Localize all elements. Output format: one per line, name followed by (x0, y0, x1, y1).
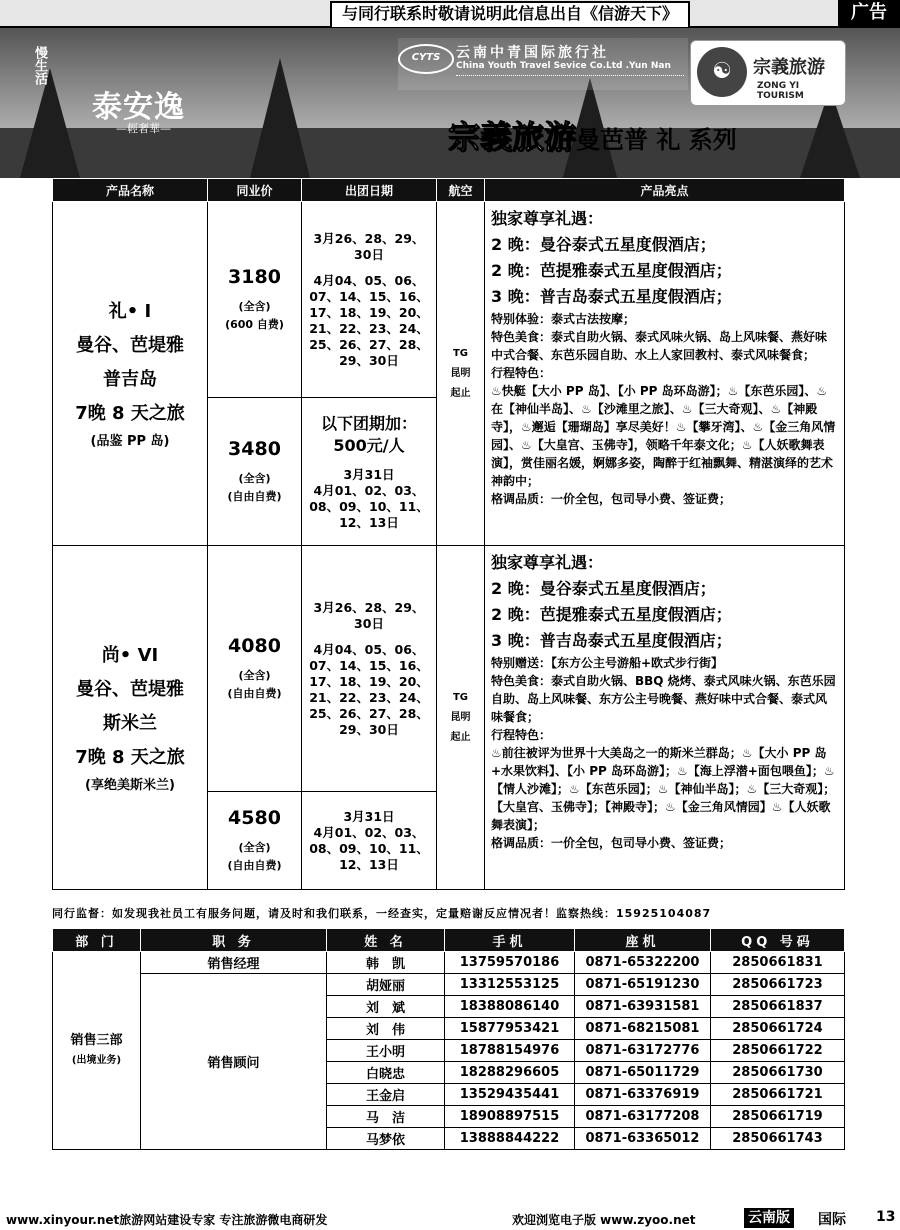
product-name-line: 斯米兰 (103, 712, 157, 734)
price-cell (208, 792, 302, 890)
staff-phone: 0871-63172776 (575, 1040, 711, 1062)
supervision-notice: 同行监督：如发现我社员工有服务问题，请及时和我们联系，一经查实，定量赔谢反应情况者！监察热线：15925104087 (52, 907, 712, 920)
highlight-food: 特色美食：泰式自助火锅、泰式风味火锅、岛上风味餐、燕好味中式合餐、东芭乐园自助、水上人家回教村、泰式风味餐食； (491, 330, 828, 362)
price-note: (全含) (238, 299, 271, 313)
staff-name: 马 洁 (327, 1106, 445, 1128)
product-row (53, 546, 845, 792)
highlight-itin: ♨前往被评为世界十大美岛之一的斯米兰群岛；♨【大小 PP 岛+水果饮料】、【小 PP 岛环岛游】；♨【海上浮潜+面包喂鱼】；♨【情人沙滩】；♨【东芭乐园】；♨【神仙半岛】；♨【三大奇观】；【大皇宫、玉佛寺】；【神殿寺】；♨【金三角风情园】♨【人妖歌舞表演】； (491, 746, 836, 832)
section-label: 国际 (818, 1212, 846, 1228)
product-name-line: 曼谷、芭堤雅 (76, 334, 184, 356)
price-note: (600 自费) (225, 317, 284, 331)
airline-note: 起止 (450, 731, 471, 743)
dates-cell (302, 792, 437, 890)
dates-text: 3月26、28、29、30日 (313, 599, 425, 631)
price-note: (全含) (238, 840, 271, 854)
dates-text: 3月31日 (343, 466, 395, 482)
top-bar (0, 0, 900, 28)
dates-cell (302, 398, 437, 546)
staff-phone: 0871-65191230 (575, 974, 711, 996)
col-price: 同业价 (208, 179, 302, 202)
staff-name: 王小明 (327, 1040, 445, 1062)
staff-mobile: 18388086140 (445, 996, 575, 1018)
staff-mobile: 18788154976 (445, 1040, 575, 1062)
dates-text: 3月26、28、29、30日 (313, 230, 425, 262)
col-department: 部 门 (53, 929, 141, 952)
col-name: 姓 名 (327, 929, 445, 952)
highlight-title: 独家尊享礼遇： (491, 209, 604, 228)
col-highlights: 产品亮点 (485, 179, 845, 202)
col-mobile: 手机 (445, 929, 575, 952)
dates-text: 4月04、05、06、07、14、15、16、17、18、19、20、21、22、23、24、25、26、27、28、29、30日 (309, 641, 429, 737)
staff-name: 王金启 (327, 1084, 445, 1106)
product-table-header (53, 179, 845, 202)
staff-phone: 0871-63931581 (575, 996, 711, 1018)
highlight-food: 特色美食：泰式自助火锅、BBQ 烧烤、泰式风味火锅、东芭乐园自助、岛上风味餐、东方公主号晚餐、燕好味中式合餐、泰式风味餐食； (491, 674, 836, 724)
footer-right-text: 欢迎浏览电子版 www.zyoo.net (512, 1213, 696, 1227)
airline-cell (437, 202, 485, 546)
series-title (448, 112, 868, 160)
price-note: (自由自费) (227, 489, 282, 503)
cyts-logo (398, 38, 688, 90)
product-name-line: 普吉岛 (103, 368, 157, 390)
dates-text: 4月01、02、03、08、09、10、11、12、13日 (309, 482, 429, 530)
highlight-special: 特别赠送：【东方公主号游船+欧式步行街】 (491, 656, 724, 670)
staff-phone: 0871-65322200 (575, 952, 711, 974)
product-name-line: 尚• VI (101, 644, 159, 666)
price-note: (全含) (238, 471, 271, 485)
logo-slow-life: 慢生活 (32, 46, 47, 85)
product-tag: (享绝美斯米兰) (85, 777, 175, 793)
airline-city: 昆明 (450, 367, 471, 379)
staff-name: 马梦依 (327, 1128, 445, 1150)
price-value: 4080 (228, 634, 281, 657)
highlight-title: 独家尊享礼遇： (491, 553, 604, 572)
series-name: 曼芭普 礼 系列 (576, 126, 737, 154)
position-cell: 销售经理 (141, 952, 327, 974)
col-dates: 出团日期 (302, 179, 437, 202)
highlight-itin-title: 行程特色： (491, 366, 552, 380)
dates-cell (302, 202, 437, 398)
zongyi-name: 宗義旅游 (753, 57, 825, 78)
zongyi-logo (690, 40, 846, 106)
staff-name: 韩 凯 (327, 952, 445, 974)
price-note: (全含) (238, 668, 271, 682)
airline-cell (437, 546, 485, 890)
cyts-name-en: China Youth Travel Sevice Co.Ltd .Yun Nan (456, 61, 671, 71)
price-value: 3480 (228, 437, 281, 460)
staff-qq: 2850661722 (711, 1040, 845, 1062)
surcharge-note: 以下团期加：500元/人 (320, 413, 417, 455)
staff-qq: 2850661743 (711, 1128, 845, 1150)
product-table (52, 178, 845, 890)
staff-mobile: 13529435441 (445, 1084, 575, 1106)
staff-mobile: 15877953421 (445, 1018, 575, 1040)
highlight-hotel: 2 晚：曼谷泰式五星度假酒店； (491, 579, 716, 598)
department-note: (出境业务) (71, 1054, 122, 1066)
staff-qq: 2850661724 (711, 1018, 845, 1040)
department-name: 销售三部 (70, 1032, 123, 1048)
highlight-quality: 格调品质：一价全包，包司导小费、签证费； (491, 492, 732, 506)
staff-qq: 2850661837 (711, 996, 845, 1018)
taianyi-logo (30, 40, 200, 135)
col-qq: QQ 号码 (711, 929, 845, 952)
product-name-line: 7晚 8 天之旅 (75, 746, 185, 768)
airline-city: 昆明 (450, 711, 471, 723)
staff-qq: 2850661723 (711, 974, 845, 996)
dates-text: 4月04、05、06、07、14、15、16、17、18、19、20、21、22、23、24、25、26、27、28、29、30日 (309, 272, 429, 368)
logo-brand: 泰安逸 (92, 90, 185, 125)
temple-spire-2 (250, 58, 310, 178)
table-row (53, 952, 845, 974)
price-note: (自由自费) (227, 858, 282, 872)
airline-note: 起止 (450, 387, 471, 399)
product-name-line: 7晚 8 天之旅 (75, 402, 185, 424)
airline-code: TG (452, 347, 469, 359)
table-row (53, 974, 845, 996)
position-cell: 销售顾问 (141, 974, 327, 1150)
highlight-quality: 格调品质：一价全包，包司导小费、签证费； (491, 836, 732, 850)
product-tag: (品鉴 PP 岛) (90, 433, 170, 449)
highlight-itin: ♨快艇【大小 PP 岛】、【小 PP 岛环岛游】；♨【东芭乐园】、♨在【神仙半岛】、♨【沙滩里之旅】、♨【三大奇观】、♨【神殿寺】，♨邂逅【珊瑚岛】享尽美好！♨【攀牙湾】、♨【金三角风情园】、♨【大皇宫、玉佛寺】，领略千年泰文化；♨【人妖歌舞表演】，赏佳丽名媛，婀娜多姿，陶醉于红袖飘舞、精湛演绎的艺术神韵中； (491, 384, 836, 488)
staff-name: 刘 斌 (327, 996, 445, 1018)
zongyi-name-en: ZONG YI TOURISM (757, 81, 804, 101)
staff-name: 刘 伟 (327, 1018, 445, 1040)
region-badge: 云南版 (744, 1208, 794, 1228)
cyts-name-cn: 云南中青国际旅行社 (456, 45, 609, 61)
header-banner (0, 28, 900, 178)
cyts-mark: CYTS (398, 44, 454, 74)
price-note: (自由自费) (227, 686, 282, 700)
staff-mobile: 18288296605 (445, 1062, 575, 1084)
col-airline: 航空 (437, 179, 485, 202)
department-cell (53, 952, 141, 1150)
product-name-cell (53, 546, 208, 890)
staff-mobile: 13759570186 (445, 952, 575, 974)
product-name-cell (53, 202, 208, 546)
staff-name: 白晓忠 (327, 1062, 445, 1084)
cyts-contact-line (456, 75, 684, 79)
highlight-itin-title: 行程特色： (491, 728, 552, 742)
highlight-hotel: 3 晚：普吉岛泰式五星度假酒店； (491, 631, 732, 650)
highlight-hotel: 2 晚：芭提雅泰式五星度假酒店； (491, 605, 732, 624)
airline-code: TG (452, 691, 469, 703)
footprint-icon: ☯ (697, 47, 747, 97)
ad-label: 广告 (838, 0, 900, 26)
product-name-line: 曼谷、芭堤雅 (76, 678, 184, 700)
price-value: 3180 (228, 265, 281, 288)
highlight-hotel: 2 晚：芭提雅泰式五星度假酒店； (491, 261, 732, 280)
col-position: 职 务 (141, 929, 327, 952)
staff-phone: 0871-68215081 (575, 1018, 711, 1040)
product-row (53, 202, 845, 398)
source-notice: 与同行联系时敬请说明此信息出自《信游天下》 (330, 1, 690, 29)
staff-mobile: 13888844222 (445, 1128, 575, 1150)
price-cell (208, 202, 302, 398)
staff-mobile: 13312553125 (445, 974, 575, 996)
col-phone: 座机 (575, 929, 711, 952)
staff-phone: 0871-63365012 (575, 1128, 711, 1150)
staff-phone: 0871-63177208 (575, 1106, 711, 1128)
staff-mobile: 18908897515 (445, 1106, 575, 1128)
highlights-cell (485, 546, 845, 890)
series-brand: 宗義旅游 (448, 118, 577, 156)
footer-left-text: www.xinyour.net旅游网站建设专家 专注旅游微电商研发 (6, 1213, 328, 1227)
product-name-line: 礼• I (108, 300, 152, 322)
page-footer (0, 1208, 900, 1230)
staff-name: 胡娅丽 (327, 974, 445, 996)
logo-sub: —輕奢華— (116, 122, 171, 135)
page-number: 13 (876, 1209, 896, 1225)
staff-qq: 2850661730 (711, 1062, 845, 1084)
highlights-cell (485, 202, 845, 546)
price-value: 4580 (228, 806, 281, 829)
dates-text: 3月31日 (343, 808, 395, 824)
staff-qq: 2850661721 (711, 1084, 845, 1106)
staff-qq: 2850661719 (711, 1106, 845, 1128)
col-product-name: 产品名称 (53, 179, 208, 202)
highlight-special: 特别体验：泰式古法按摩； (491, 312, 636, 326)
staff-qq: 2850661831 (711, 952, 845, 974)
price-cell (208, 398, 302, 546)
dates-cell (302, 546, 437, 792)
price-cell (208, 546, 302, 792)
staff-phone: 0871-65011729 (575, 1062, 711, 1084)
staff-table-header (53, 929, 845, 952)
staff-table (52, 928, 845, 1150)
dates-text: 4月01、02、03、08、09、10、11、12、13日 (309, 824, 429, 872)
highlight-hotel: 3 晚：普吉岛泰式五星度假酒店； (491, 287, 732, 306)
staff-phone: 0871-63376919 (575, 1084, 711, 1106)
highlight-hotel: 2 晚：曼谷泰式五星度假酒店； (491, 235, 716, 254)
